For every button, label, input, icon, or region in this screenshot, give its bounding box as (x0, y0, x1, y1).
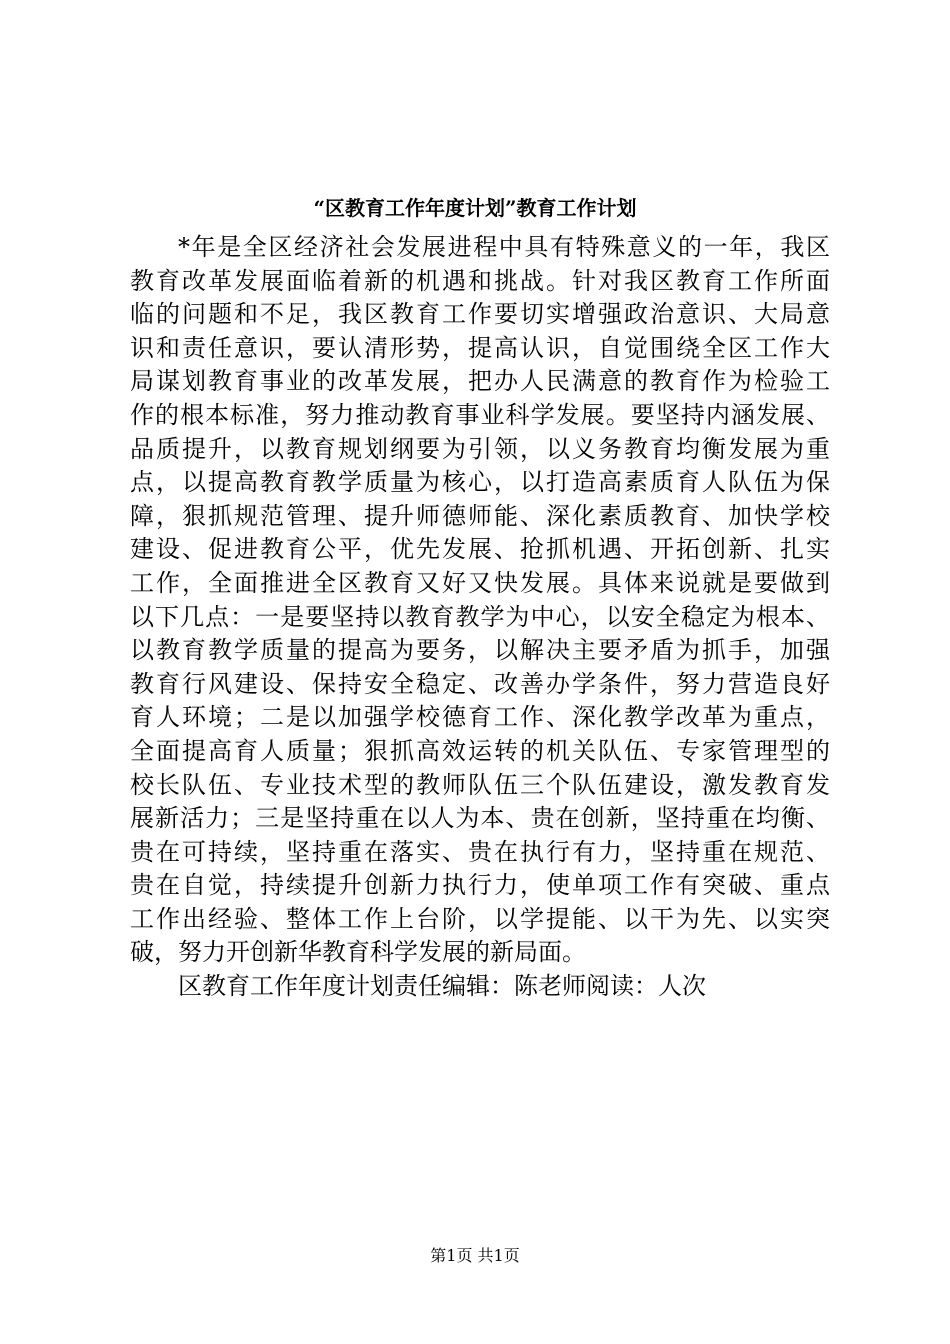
body-line: 贵在可持续，坚持重在落实、贵在执行有力，坚持重在规范、 (130, 837, 830, 866)
body-line: 建设、促进教育公平，优先发展、抢抓机遇、开拓创新、扎实 (130, 535, 830, 564)
body-line: *年是全区经济社会发展进程中具有特殊意义的一年，我区 (178, 233, 830, 261)
body-line: 育人环境；二是以加强学校德育工作、深化教学改革为重点， (130, 703, 830, 732)
body-line: 破，努力开创新华教育科学发展的新局面。 (130, 938, 586, 967)
page-number-footer: 第1页 共1页 (430, 1246, 520, 1265)
body-line: 教育改革发展面临着新的机遇和挑战。针对我区教育工作所面 (130, 266, 830, 295)
body-line: 以教育教学质量的提高为要务，以解决主要矛盾为抓手，加强 (130, 636, 830, 665)
body-line: 工作，全面推进全区教育又好又快发展。具体来说就是要做到 (130, 568, 830, 597)
body-line: 品质提升，以教育规划纲要为引领，以义务教育均衡发展为重 (130, 434, 830, 463)
body-line: 以下几点：一是要坚持以教育教学为中心，以安全稳定为根本、 (130, 602, 830, 631)
body-line: 教育行风建设、保持安全稳定、改善办学条件，努力营造良好 (130, 669, 830, 698)
body-line: 点，以提高教育教学质量为核心，以打造高素质育人队伍为保 (130, 468, 830, 497)
body-line: 工作出经验、整体工作上台阶，以学提能、以干为先、以实突 (130, 904, 830, 933)
body-line: 校长队伍、专业技术型的教师队伍三个队伍建设，激发教育发 (130, 770, 830, 799)
body-line: 全面提高育人质量；狠抓高效运转的机关队伍、专家管理型的 (130, 736, 830, 765)
body-line: 障，狠抓规范管理、提升师德师能、深化素质教育、加快学校 (130, 501, 830, 530)
body-line: 临的问题和不足，我区教育工作要切实增强政治意识、大局意 (130, 300, 830, 329)
body-line: 展新活力；三是坚持重在以人为本、贵在创新，坚持重在均衡、 (130, 804, 830, 833)
editor-credit-line: 区教育工作年度计划责任编辑：陈老师阅读：人次 (178, 972, 706, 1001)
body-line: 作的根本标准，努力推动教育事业科学发展。要坚持内涵发展、 (130, 400, 830, 429)
body-line: 识和责任意识，要认清形势，提高认识，自觉围绕全区工作大 (130, 333, 830, 362)
document-body (130, 231, 830, 1004)
body-line: 贵在自觉，持续提升创新力执行力，使单项工作有突破、重点 (130, 871, 830, 900)
document-title: “区教育工作年度计划”教育工作计划 (313, 196, 637, 220)
body-line: 局谋划教育事业的改革发展，把办人民满意的教育作为检验工 (130, 367, 830, 396)
